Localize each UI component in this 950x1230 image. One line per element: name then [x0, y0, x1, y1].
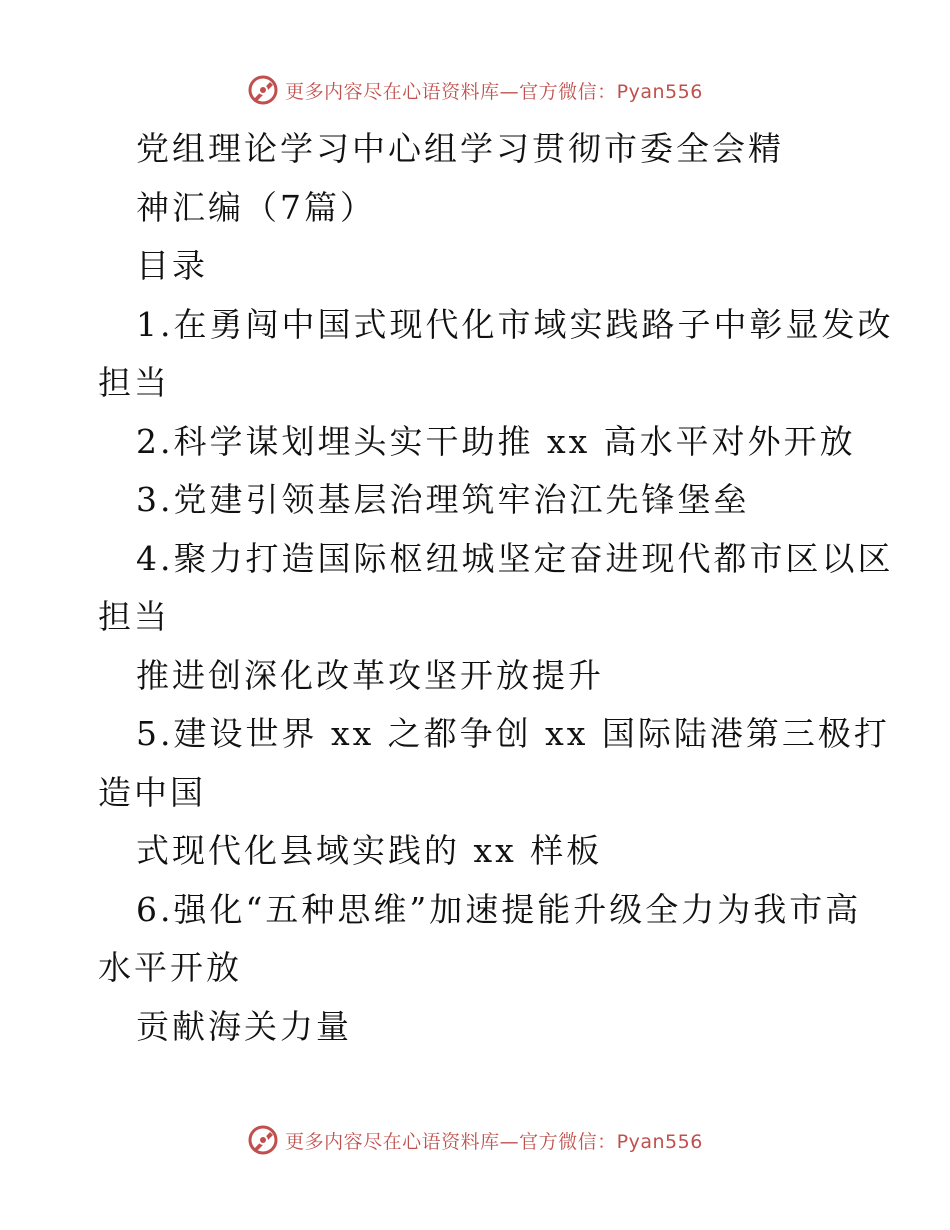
toc-heading: 目录	[136, 246, 208, 285]
quill-logo-icon	[247, 74, 279, 106]
toc-item-5-cont-2: 式现代化县域实践的 xx 样板	[136, 831, 603, 870]
header-watermark	[0, 70, 950, 110]
toc-item-4-cont: 担当	[98, 597, 170, 636]
doc-title-line-1: 党组理论学习中心组学习贯彻市委全会精	[136, 129, 784, 168]
toc-item-5: 5.建设世界 xx 之都争创 xx 国际陆港第三极打	[136, 714, 890, 753]
toc-item-4: 4.聚力打造国际枢纽城坚定奋进现代都市区以区	[136, 538, 894, 578]
document-body	[98, 120, 894, 1056]
header-watermark-text: 更多内容尽在心语资料库—官方微信：Pyan556	[285, 80, 703, 103]
toc-item-6: 6.强化“五种思维”加速提能升级全力为我市高	[136, 889, 862, 929]
footer-watermark	[0, 1120, 950, 1160]
toc-item-3: 3.党建引领基层治理筑牢治江先锋堡垒	[136, 480, 750, 519]
toc-item-6-cont: 水平开放	[98, 948, 242, 987]
toc-item-5-cont: 造中国	[98, 772, 206, 812]
toc-item-1: 1.在勇闯中国式现代化市域实践路子中彰显发改	[136, 304, 894, 344]
toc-item-1-cont: 担当	[98, 363, 170, 402]
doc-title-line-2: 神汇编（7篇）	[136, 187, 376, 227]
toc-item-2: 2.科学谋划埋头实干助推 xx 高水平对外开放	[136, 421, 856, 461]
footer-watermark-text: 更多内容尽在心语资料库—官方微信：Pyan556	[285, 1130, 703, 1153]
quill-logo-icon	[247, 1124, 279, 1156]
toc-item-6-cont-2: 贡献海关力量	[136, 1006, 352, 1046]
toc-item-4-cont-2: 推进创深化改革攻坚开放提升	[136, 655, 604, 695]
